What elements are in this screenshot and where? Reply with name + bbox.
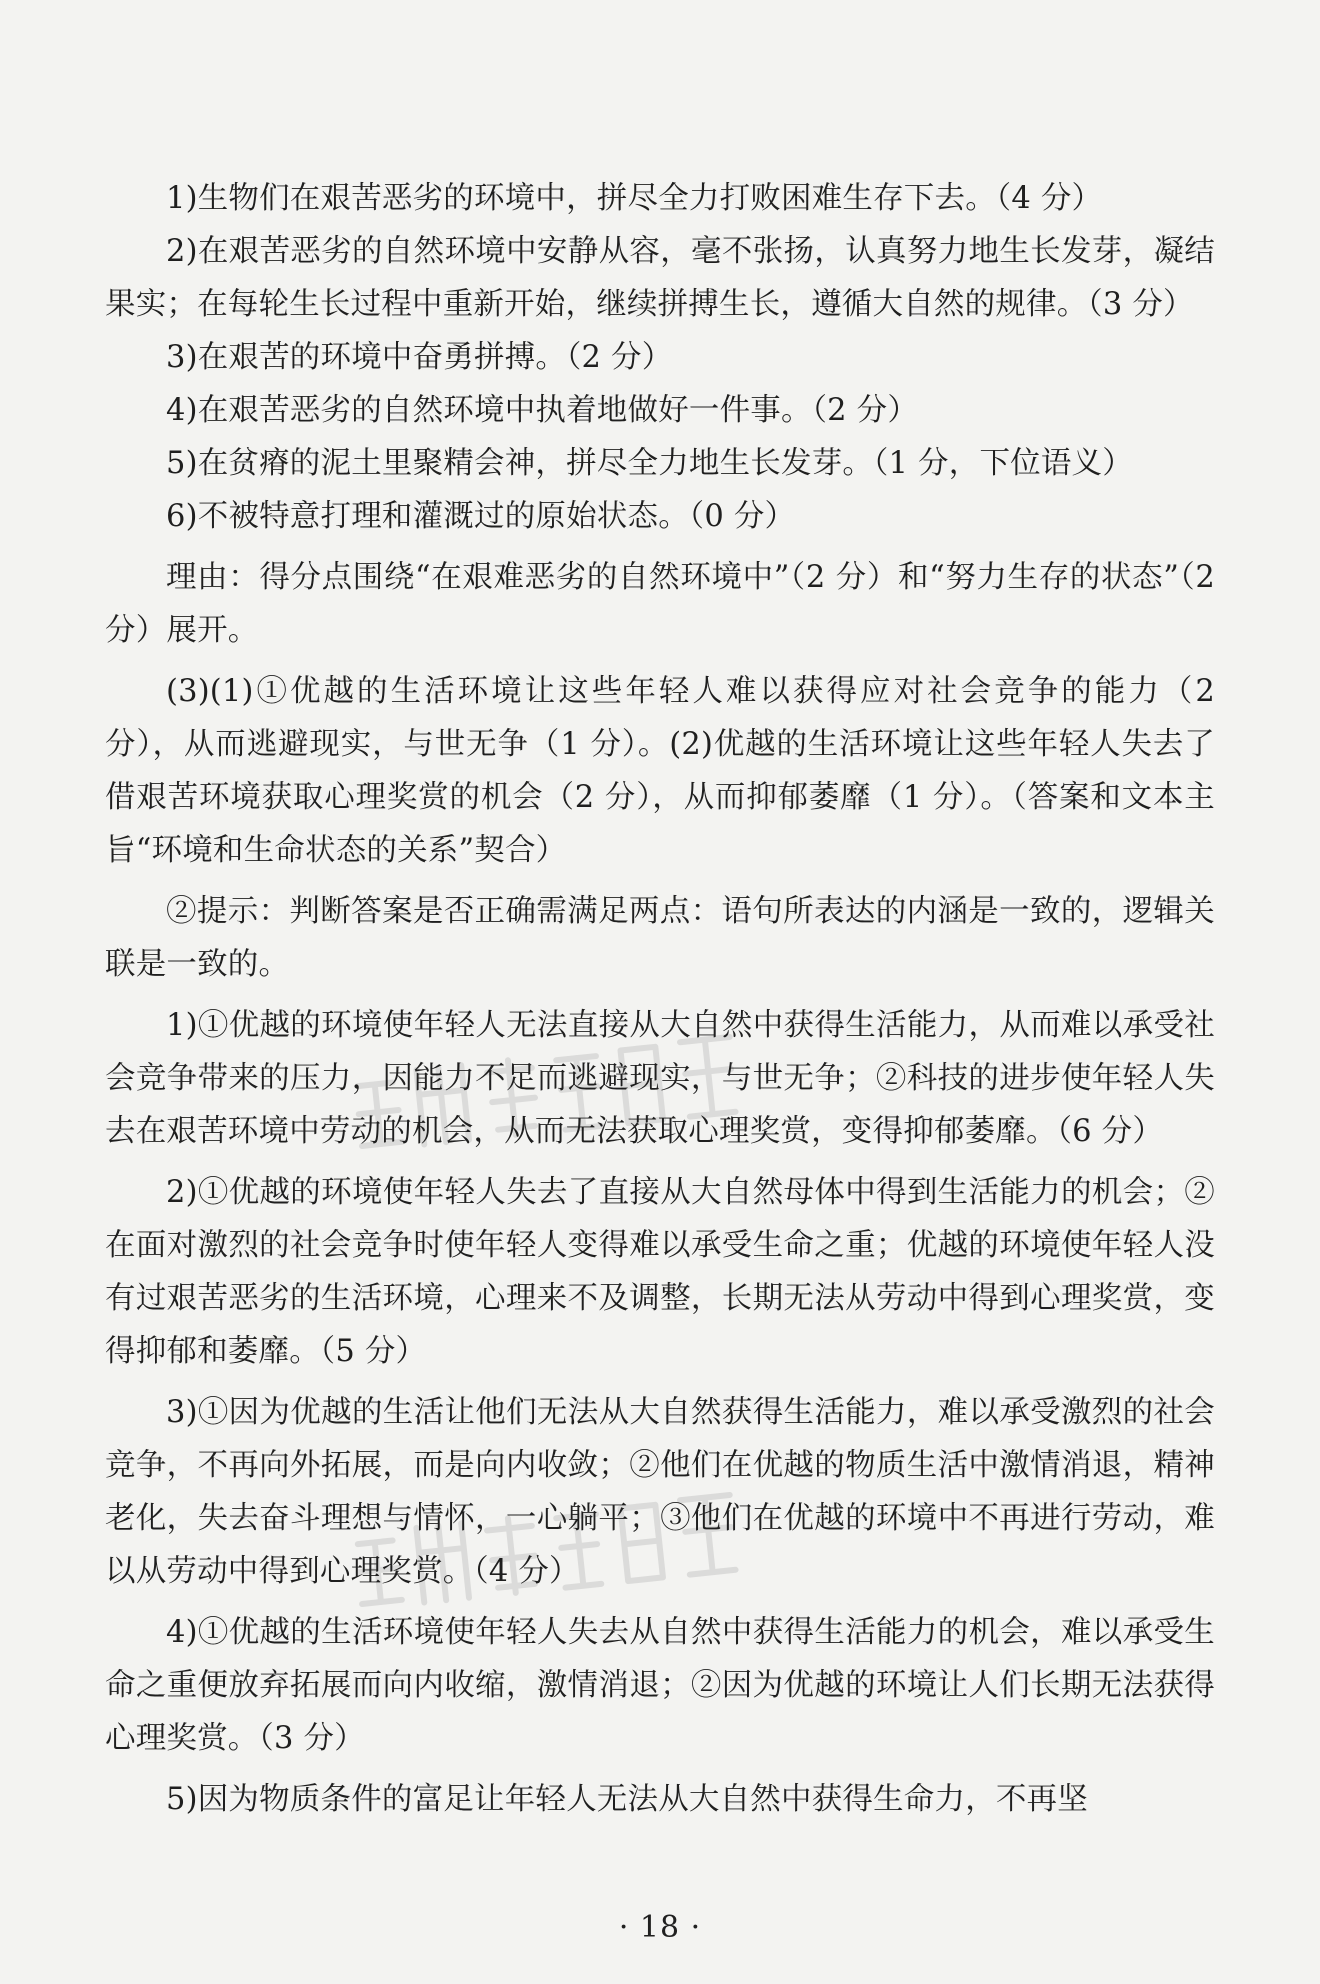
example-paragraph-5: 5)因为物质条件的富足让年轻人无法从大自然中获得生命力，不再坚 [166,1782,1089,1817]
hint-paragraph: ②提示：判断答案是否正确需满足两点：语句所表达的内涵是一致的，逻辑关联是一致的。 [105,894,1215,982]
reason-paragraph: 理由：得分点围绕“在艰难恶劣的自然环境中”（2 分）和“努力生存的状态”（2 分）展开。 [105,560,1215,648]
answer-paragraph-4: 4)在艰苦恶劣的自然环境中执着地做好一件事。（2 分） [166,393,919,428]
answer-content [105,172,1215,1826]
answer-paragraph-6: 6)不被特意打理和灌溉过的原始状态。（0 分） [166,499,796,534]
question-3-paragraph: (3)(1)①优越的生活环境让这些年轻人难以获得应对社会竞争的能力（2 分），从而逃避现实，与世无争（1 分）。(2)优越的生活环境让这些年轻人失去了借艰苦环境获取心理奖赏的机会（2 分），从而抑郁萎靡（1 分）。（答案和文本主旨“环境和生命状态的关系”契合） [105,674,1215,868]
answer-paragraph-2: 2)在艰苦恶劣的自然环境中安静从容，毫不张扬，认真努力地生长发芽，凝结果实；在每轮生长过程中重新开始，继续拼搏生长，遵循大自然的规律。（3 分） [105,234,1215,322]
example-paragraph-2: 2)①优越的环境使年轻人失去了直接从大自然母体中得到生活能力的机会；②在面对激烈的社会竞争时使年轻人变得难以承受生命之重；优越的环境使年轻人没有过艰苦恶劣的生活环境，心理来不及调整，长期无法从劳动中得到心理奖赏，变得抑郁和萎靡。（5 分） [105,1175,1215,1369]
example-paragraph-4: 4)①优越的生活环境使年轻人失去从自然中获得生活能力的机会，难以承受生命之重便放弃拓展而向内收缩，激情消退；②因为优越的环境让人们长期无法获得心理奖赏。（3 分） [105,1615,1215,1756]
answer-paragraph-3: 3)在艰苦的环境中奋勇拼搏。（2 分） [166,340,673,375]
example-paragraph-3: 3)①因为优越的生活让他们无法从大自然获得生活能力，难以承受激烈的社会竞争，不再向外拓展，而是向内收敛；②他们在优越的物质生活中激情消退，精神老化，失去奋斗理想与情怀，一心躺平；③他们在优越的环境中不再进行劳动，难以从劳动中得到心理奖赏。（4 分） [105,1395,1215,1589]
example-paragraph-1: 1)①优越的环境使年轻人无法直接从大自然中获得生活能力，从而难以承受社会竞争带来的压力，因能力不足而逃避现实，与世无争；②科技的进步使年轻人失去在艰苦环境中劳动的机会，从而无法获取心理奖赏，变得抑郁萎靡。（6 分） [105,1008,1215,1149]
answer-paragraph-5: 5)在贫瘠的泥土里聚精会神，拼尽全力地生长发芽。（1 分，下位语义） [166,446,1133,481]
answer-paragraph-1: 1)生物们在艰苦恶劣的环境中，拼尽全力打败困难生存下去。（4 分） [166,181,1103,216]
page-number: · 18 · [618,1910,702,1945]
